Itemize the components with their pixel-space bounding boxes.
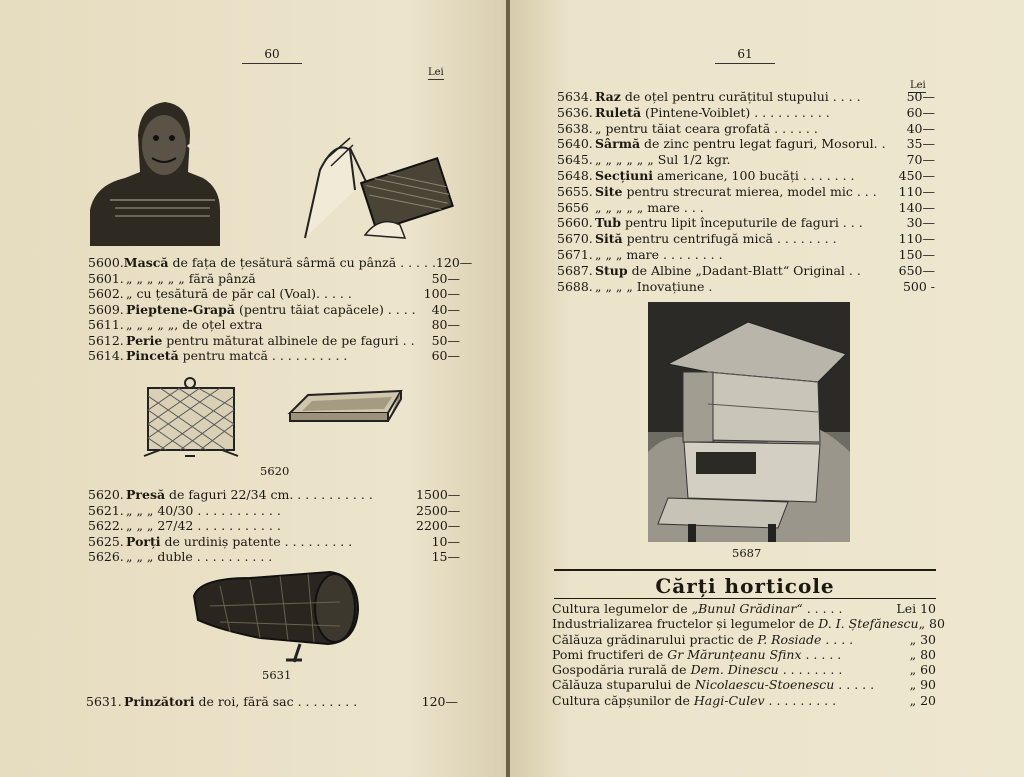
currency-header-right: Lei — [910, 80, 926, 91]
list-item: 5602. „ cu țesătură de păr cal (Voal). . . . . 100— — [88, 286, 460, 301]
list-item: 5631. Prinzători de roi, fără sac . . . . . . . . 120— — [86, 694, 458, 709]
list-item: 5660. Tub pentru lipit începuturile de faguri . . . 30— — [557, 215, 935, 231]
list-item: 5620. Presă de faguri 22/34 cm. . . . . . . . . . . 1500— — [88, 487, 461, 502]
page-number-left: 60 — [264, 47, 280, 61]
list-item: Pomi fructiferi de Gr Mărunțeanu Sfinx . . . . . „ 80 — [552, 646, 936, 662]
section-title: Cărți horticole — [655, 574, 835, 598]
list-item: Industrializarea fructelor și legumelor de D. I. Ștefănescu „ 80 — [552, 616, 945, 632]
list-item: Gospodăria rurală de Dem. Dinescu . . . . . . . . „ 60 — [552, 662, 936, 678]
list-item: 5656 „ „ „ „ „ mare . . . 140— — [557, 199, 935, 215]
list-item: 5626. „ „ „ duble . . . . . . . . . . 15— — [88, 549, 460, 564]
price-list-b — [88, 487, 460, 565]
list-item: Cultura legumelor de „Bunul Grădinar“ . . . . . Lei 10 — [552, 601, 936, 616]
book-list — [552, 601, 945, 708]
list-item: 5612. Perie pentru măturat albinele de pe faguri . . 50— — [88, 332, 460, 348]
right-page — [510, 0, 1024, 777]
page-number-underline — [715, 63, 775, 64]
list-item: 5638. „ pentru tăiat ceara grofată . . . . . . 40— — [557, 120, 935, 136]
uncapping-comb-illustration — [295, 130, 455, 240]
list-item: 5655. Site pentru strecurat mierea, model mic . . . 110— — [557, 183, 935, 199]
page-number-underline — [242, 63, 302, 64]
list-item: 5625. Porți de urdiniș patente . . . . . . . . . 10— — [88, 533, 460, 549]
list-item: 5601. „ „ „ „ „ „ fără pânză 50— — [88, 270, 460, 286]
tray-illustration — [288, 387, 403, 427]
swarm-catcher-illustration — [190, 566, 362, 664]
list-item: Călăuza stuparului de Nicolaescu-Stoenescu . . . . . „ 90 — [552, 677, 936, 693]
comb-press-illustration — [140, 376, 240, 462]
list-item: 5622. „ „ „ 27/42 . . . . . . . . . . . 2200— — [88, 518, 461, 533]
section-rule-top — [554, 569, 936, 571]
list-item: 5611. „ „ „ „ „, de oțel extra 80— — [88, 317, 460, 332]
figure-caption: 5631 — [262, 668, 292, 682]
section-rule-bottom — [554, 598, 936, 599]
mask-illustration — [90, 100, 220, 246]
price-list-right — [557, 89, 935, 294]
beehive-photo — [648, 302, 850, 542]
list-item: 5614. Pincetă pentru matcă . . . . . . . . . . 60— — [88, 348, 460, 363]
list-item: 5671. „ „ „ mare . . . . . . . . 150— — [557, 246, 935, 262]
list-item: 5670. Sită pentru centrifugă mică . . . . . . . . 110— — [557, 231, 935, 247]
photo-caption: 5687 — [732, 546, 762, 560]
list-item: 5688. „ „ „ „ Inovațiune . 500 - — [557, 278, 935, 294]
list-item: Călăuza grădinarului practic de P. Rosiade . . . . „ 30 — [552, 631, 936, 647]
left-page — [0, 0, 508, 777]
list-item: 5687. Stup de Albine „Dadant-Blatt“ Original . . 650— — [557, 262, 935, 278]
currency-header-left: Lei — [428, 67, 444, 78]
list-item: 5636. Ruletă (Pintene-Voiblet) . . . . . . . . . . 60— — [557, 104, 935, 120]
list-item: 5621. „ „ „ 40/30 . . . . . . . . . . . 2500— — [88, 502, 461, 518]
list-item: 5609. Pieptene-Grapă (pentru tăiat capăcele) . . . . 40— — [88, 301, 460, 317]
list-item: 5640. Sârmă de zinc pentru legat faguri, Mosorul. . 35— — [557, 136, 935, 152]
figure-caption: 5620 — [260, 464, 290, 478]
list-item: 5600. Mască de fața de țesătură sârmă cu pânză . . . . . 120— — [88, 255, 473, 270]
price-list-a — [88, 255, 473, 364]
list-item: 5634. Raz de oțel pentru curățitul stupului . . . . 50— — [557, 89, 935, 104]
page-number-right: 61 — [737, 47, 753, 61]
list-item: 5648. Secțiuni americane, 100 bucăți . . . . . . . 450— — [557, 167, 935, 183]
list-item: 5645. „ „ „ „ „ „ Sul 1/2 kgr. 70— — [557, 152, 935, 168]
price-list-c — [86, 694, 458, 710]
list-item: Cultura căpșunilor de Hagi-Culev . . . . . . . . . „ 20 — [552, 692, 936, 708]
